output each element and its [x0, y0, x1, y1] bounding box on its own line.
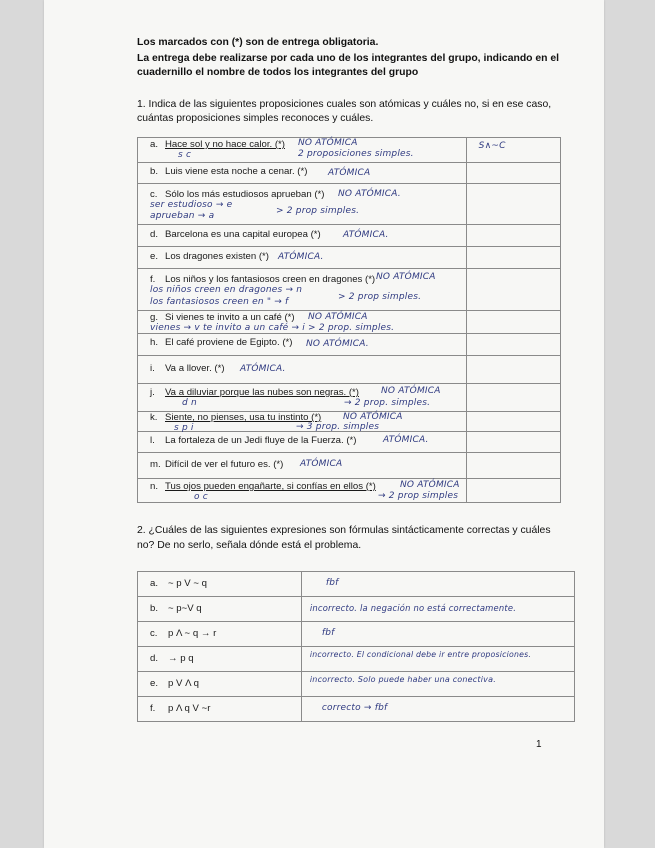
- page-number: 1: [536, 739, 542, 750]
- question-1-line-1: 1. Indica de las siguientes proposiciones cuales son atómicas y cuáles no, si en ese caso,: [137, 99, 552, 110]
- expression-cell: [138, 622, 302, 647]
- table-row: [138, 597, 575, 622]
- statement-text: El café proviene de Egipto. (*): [165, 337, 293, 348]
- statement-cell: [138, 479, 467, 503]
- handwritten-answer: ATÓMICA: [328, 168, 371, 178]
- formula-cell: [466, 163, 560, 184]
- expression-text: p Λ q V ~r: [168, 703, 211, 714]
- handwritten-letters: s p i: [174, 423, 194, 433]
- table-row: [138, 479, 561, 503]
- table-row: [138, 622, 575, 647]
- statement-text: La fortaleza de un Jedi fluye de la Fuerza. (*): [165, 435, 357, 446]
- row-label: b.: [150, 603, 159, 614]
- expression-text: ~ p V ~ q: [168, 578, 207, 589]
- handwritten-answer: incorrecto. Solo puede haber una conectiva.: [309, 675, 496, 684]
- handwritten-answer: NO ATÓMICA: [376, 272, 436, 282]
- row-label: l.: [150, 435, 155, 446]
- formula-cell: [466, 334, 560, 356]
- table-row: [138, 697, 575, 722]
- question-1-table: [137, 137, 561, 503]
- row-label: e.: [150, 678, 159, 689]
- row-label: g.: [150, 312, 159, 323]
- handwritten-answer: NO ATÓMICA: [308, 312, 368, 322]
- expression-text: → p q: [168, 653, 194, 664]
- handwritten-letters: o c: [194, 492, 208, 502]
- row-label: f.: [150, 274, 156, 285]
- worksheet-page: [44, 0, 604, 848]
- expression-cell: [138, 672, 302, 697]
- handwritten-answer: NO ATÓMICA: [381, 386, 441, 396]
- expression-cell: [138, 647, 302, 672]
- row-label: e.: [150, 251, 159, 262]
- formula-cell: [466, 269, 560, 311]
- handwritten-answer: NO ATÓMICA.: [338, 189, 401, 199]
- statement-text: Si vienes te invito a un café (*): [165, 312, 295, 323]
- handwritten-note: ser estudioso → e: [150, 200, 233, 210]
- row-label: j.: [150, 387, 155, 398]
- row-label: a.: [150, 139, 159, 150]
- handwritten-answer: NO ATÓMICA: [400, 480, 460, 490]
- handwritten-note: → 2 prop. simples.: [344, 398, 431, 408]
- handwritten-letters: s c: [178, 150, 192, 160]
- statement-cell: [138, 247, 467, 269]
- handwritten-answer: NO ATÓMICA: [343, 412, 403, 422]
- answer-cell: [301, 622, 574, 647]
- formula-cell: [466, 479, 560, 503]
- table-row: [138, 269, 561, 311]
- statement-cell: [138, 311, 467, 334]
- expression-cell: [138, 572, 302, 597]
- table-row: [138, 572, 575, 597]
- row-label: c.: [150, 628, 158, 639]
- answer-cell: [301, 597, 574, 622]
- statement-text: Tus ojos pueden engañarte, si confías en ellos (*): [165, 481, 376, 492]
- statement-text: Va a llover. (*): [165, 363, 225, 374]
- handwritten-answer: NO ATÓMICA: [298, 138, 358, 148]
- table-row: [138, 432, 561, 453]
- row-label: d.: [150, 229, 159, 240]
- statement-cell: [138, 334, 467, 356]
- formula-cell: [466, 412, 560, 432]
- table-row: [138, 225, 561, 247]
- handwritten-note: > 2 prop simples.: [338, 292, 422, 302]
- statement-text: Difícil de ver el futuro es. (*): [165, 459, 284, 470]
- handwritten-answer: ATÓMICA.: [343, 230, 389, 240]
- table-row: [138, 647, 575, 672]
- table-row: [138, 138, 561, 163]
- statement-text: Luis viene esta noche a cenar. (*): [165, 166, 308, 177]
- formula-cell: [466, 356, 560, 384]
- table-row: [138, 672, 575, 697]
- table-row: [138, 247, 561, 269]
- row-label: k.: [150, 412, 158, 423]
- row-label: i.: [150, 363, 155, 374]
- answer-cell: [301, 697, 574, 722]
- handwritten-answer: correcto → fbf: [321, 703, 388, 713]
- handwritten-note: los fantasiosos creen en " → f: [150, 297, 289, 307]
- row-label: n.: [150, 481, 159, 492]
- question-2-line-1: 2. ¿Cuáles de las siguientes expresiones son fórmulas sintácticamente correctas y cuáles: [137, 525, 551, 536]
- statement-cell: [138, 432, 467, 453]
- handwritten-answer: ATÓMICA.: [278, 252, 324, 262]
- formula-cell: [466, 384, 560, 412]
- table-row: [138, 412, 561, 432]
- expression-text: p Λ ~ q → r: [168, 628, 217, 639]
- formula-cell: [466, 432, 560, 453]
- formula-cell: [466, 453, 560, 479]
- handwritten-answer: ATÓMICA.: [240, 364, 286, 374]
- handwritten-answer: ATÓMICA.: [383, 435, 429, 445]
- statement-cell: [138, 163, 467, 184]
- question-2-line-2: no? De no serlo, señala dónde está el problema.: [137, 540, 362, 551]
- handwritten-note: vienes → v te invito a un café → i > 2 prop. simples.: [150, 323, 395, 333]
- formula-cell: [466, 247, 560, 269]
- handwritten-note: → 3 prop. simples: [296, 422, 380, 432]
- row-label: d.: [150, 653, 159, 664]
- expression-cell: [138, 697, 302, 722]
- statement-cell: [138, 269, 467, 311]
- handwritten-answer: incorrecto. El condicional debe ir entre proposiciones.: [309, 650, 532, 659]
- statement-text: Los niños y los fantasiosos creen en dragones (*): [165, 274, 376, 285]
- formula-cell: [466, 225, 560, 247]
- expression-cell: [138, 597, 302, 622]
- answer-cell: [301, 672, 574, 697]
- handwritten-answer: NO ATÓMICA.: [306, 339, 369, 349]
- handwritten-note: → 2 prop simples: [378, 491, 459, 501]
- handwritten-note: 2 proposiciones simples.: [298, 149, 414, 159]
- answer-cell: [301, 572, 574, 597]
- row-label: b.: [150, 166, 159, 177]
- statement-text: Barcelona es una capital europea (*): [165, 229, 321, 240]
- table-row: [138, 453, 561, 479]
- handwritten-answer: fbf: [325, 578, 339, 588]
- answer-cell: [301, 647, 574, 672]
- statement-text: Hace sol y no hace calor. (*): [165, 139, 285, 150]
- table-row: [138, 163, 561, 184]
- statement-cell: [138, 138, 467, 163]
- statement-text: Los dragones existen (*): [165, 251, 269, 262]
- handwritten-note: > 2 prop simples.: [276, 206, 360, 216]
- row-label: m.: [150, 459, 161, 470]
- table-row: [138, 384, 561, 412]
- expression-text: p V Λ q: [168, 678, 199, 689]
- statement-cell: [138, 384, 467, 412]
- handwritten-formula: S∧~C: [478, 141, 506, 151]
- statement-cell: [138, 184, 467, 225]
- expression-text: ~ p~V q: [168, 603, 202, 614]
- formula-cell: [466, 311, 560, 334]
- handwritten-note: los niños creen en dragones → n: [150, 285, 303, 295]
- question-1-line-2: cuántas proposiciones simples reconoces y cuáles.: [137, 113, 374, 124]
- formula-cell: [466, 138, 560, 163]
- statement-cell: [138, 225, 467, 247]
- table-row: [138, 184, 561, 225]
- header-line-2: La entrega debe realizarse por cada uno de los integrantes del grupo, indicando en el: [137, 53, 560, 64]
- handwritten-answer: incorrecto. la negación no está correctamente.: [309, 603, 517, 613]
- row-label: c.: [150, 189, 158, 200]
- handwritten-note: aprueban → a: [150, 211, 215, 221]
- question-2-table: [137, 571, 575, 722]
- row-label: f.: [150, 703, 156, 714]
- header-line-3: cuadernillo el nombre de todos los integrantes del grupo: [137, 67, 419, 78]
- handwritten-answer: fbf: [321, 628, 335, 638]
- statement-text: Va a diluviar porque las nubes son negras. (*): [165, 387, 359, 398]
- table-row: [138, 334, 561, 356]
- statement-cell: [138, 356, 467, 384]
- table-row: [138, 311, 561, 334]
- handwritten-letters: d n: [182, 398, 197, 408]
- statement-text: Siente, no pienses, usa tu instinto (*): [165, 412, 322, 423]
- statement-cell: [138, 453, 467, 479]
- row-label: h.: [150, 337, 159, 348]
- row-label: a.: [150, 578, 159, 589]
- statement-text: Sólo los más estudiosos aprueban (*): [165, 189, 325, 200]
- statement-cell: [138, 412, 467, 432]
- table-row: [138, 356, 561, 384]
- header-line-1: Los marcados con (*) son de entrega obligatoria.: [137, 37, 379, 48]
- handwritten-answer: ATÓMICA: [300, 459, 343, 469]
- formula-cell: [466, 184, 560, 225]
